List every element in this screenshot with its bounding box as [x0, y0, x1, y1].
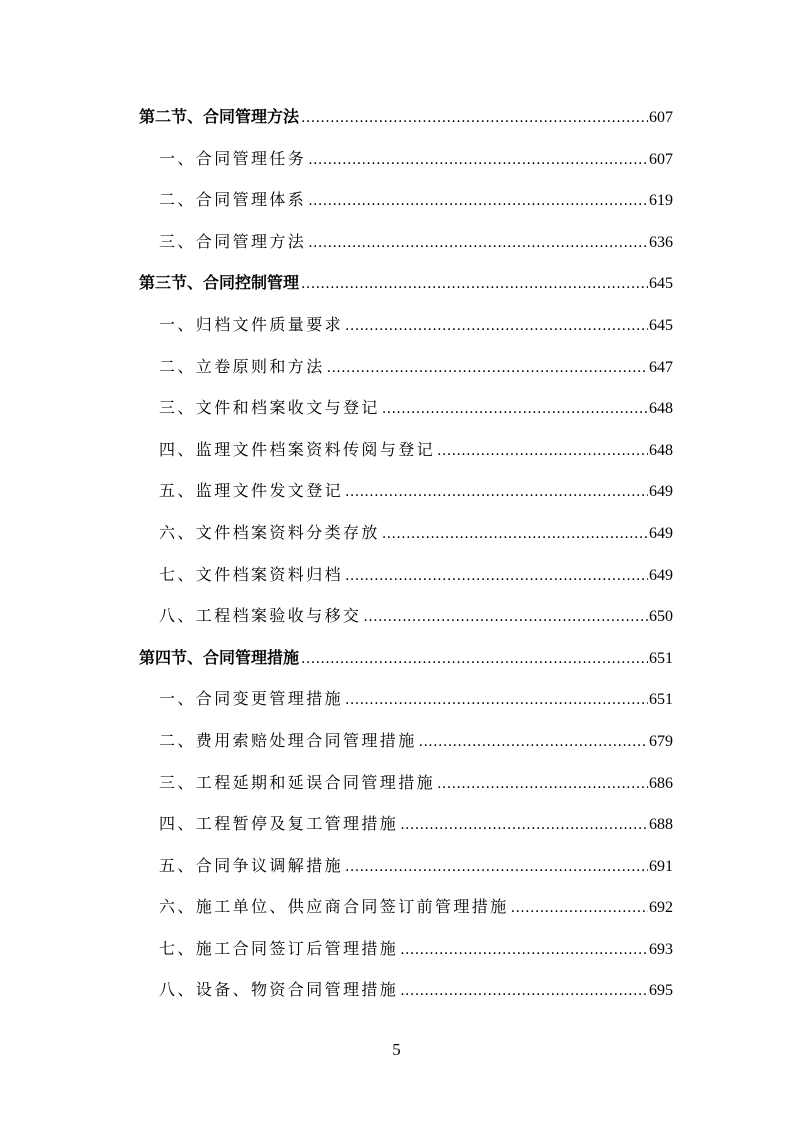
toc-entry-subsection[interactable]: [139, 886, 673, 928]
toc-entry-label: 第三节、合同控制管理: [139, 273, 300, 293]
toc-entry-subsection[interactable]: [139, 387, 673, 429]
toc-entry-page: 647: [649, 358, 673, 376]
toc-entry-label: 二、合同管理体系: [159, 190, 307, 210]
toc-entry-label: 五、监理文件发文登记: [159, 481, 344, 501]
page-number-footer: 5: [392, 1040, 401, 1059]
toc-entry-page: 693: [649, 940, 673, 958]
toc-entry-page: 679: [649, 732, 673, 750]
toc-entry-page: 648: [649, 441, 673, 459]
toc-dot-leader: [301, 639, 648, 681]
toc-entry-subsection[interactable]: [139, 969, 673, 1011]
toc-dot-leader: [382, 514, 648, 556]
toc-dot-leader: [345, 472, 648, 514]
toc-entry-subsection[interactable]: [139, 678, 673, 720]
toc-entry-label: 八、工程档案验收与移交: [159, 606, 362, 626]
table-of-contents: [139, 96, 673, 1011]
toc-entry-label: 四、监理文件档案资料传阅与登记: [159, 439, 436, 459]
toc-dot-leader: [327, 348, 648, 390]
toc-dot-leader: [400, 805, 648, 847]
toc-entry-subsection[interactable]: [139, 429, 673, 471]
toc-entry-page: 649: [649, 483, 673, 501]
toc-dot-leader: [345, 556, 648, 598]
toc-entry-section[interactable]: [139, 262, 673, 304]
toc-entry-label: 六、施工单位、供应商合同签订前管理措施: [159, 897, 509, 917]
toc-entry-subsection[interactable]: [139, 138, 673, 180]
toc-entry-subsection[interactable]: [139, 762, 673, 804]
toc-entry-subsection[interactable]: [139, 304, 673, 346]
toc-entry-label: 二、费用索赔处理合同管理措施: [159, 730, 417, 750]
toc-entry-page: 651: [649, 691, 673, 709]
toc-entry-label: 四、工程暂停及复工管理措施: [159, 814, 399, 834]
toc-dot-leader: [419, 722, 648, 764]
toc-dot-leader: [400, 930, 648, 972]
toc-entry-page: 645: [649, 316, 673, 334]
toc-dot-leader: [345, 680, 648, 722]
toc-entry-subsection[interactable]: [139, 803, 673, 845]
toc-entry-page: 645: [649, 275, 673, 293]
toc-entry-label: 一、合同管理任务: [159, 148, 307, 168]
toc-entry-page: 607: [649, 109, 673, 126]
toc-entry-page: 648: [649, 400, 673, 418]
toc-entry-page: 688: [649, 816, 673, 834]
toc-entry-subsection[interactable]: [139, 928, 673, 970]
toc-entry-label: 一、归档文件质量要求: [159, 314, 344, 334]
toc-entry-page: 692: [649, 899, 673, 917]
toc-entry-label: 七、文件档案资料归档: [159, 564, 344, 584]
toc-entry-subsection[interactable]: [139, 512, 673, 554]
toc-entry-page: 691: [649, 857, 673, 875]
toc-entry-label: 六、文件档案资料分类存放: [159, 522, 380, 542]
toc-entry-label: 三、文件和档案收文与登记: [159, 398, 380, 418]
toc-dot-leader: [301, 264, 648, 306]
toc-dot-leader: [308, 223, 648, 265]
toc-entry-label: 一、合同变更管理措施: [159, 689, 344, 709]
toc-entry-page: 636: [649, 233, 673, 251]
toc-entry-subsection[interactable]: [139, 346, 673, 388]
toc-dot-leader: [345, 306, 648, 348]
toc-entry-subsection[interactable]: [139, 554, 673, 596]
toc-dot-leader: [301, 98, 648, 140]
toc-entry-page: 619: [649, 192, 673, 210]
toc-entry-page: 607: [649, 150, 673, 168]
toc-dot-leader: [363, 597, 648, 639]
toc-entry-subsection[interactable]: [139, 595, 673, 637]
toc-entry-label: 二、立卷原则和方法: [159, 356, 325, 376]
toc-entry-subsection[interactable]: [139, 221, 673, 263]
toc-dot-leader: [308, 140, 648, 182]
toc-entry-label: 八、设备、物资合同管理措施: [159, 980, 399, 1000]
toc-entry-page: 650: [649, 608, 673, 626]
toc-entry-label: 三、工程延期和延误合同管理措施: [159, 772, 436, 792]
toc-entry-page: 649: [649, 566, 673, 584]
toc-entry-page: 649: [649, 524, 673, 542]
toc-entry-label: 第二节、合同管理方法: [139, 107, 300, 126]
toc-dot-leader: [345, 847, 648, 889]
toc-dot-leader: [400, 971, 648, 1013]
toc-entry-page: 686: [649, 774, 673, 792]
toc-dot-leader: [511, 888, 648, 930]
toc-entry-subsection[interactable]: [139, 845, 673, 887]
toc-entry-subsection[interactable]: [139, 470, 673, 512]
toc-entry-label: 三、合同管理方法: [159, 231, 307, 251]
toc-entry-page: 695: [649, 982, 673, 1000]
toc-entry-label: 七、施工合同签订后管理措施: [159, 938, 399, 958]
toc-entry-subsection[interactable]: [139, 720, 673, 762]
toc-dot-leader: [308, 181, 648, 223]
toc-entry-subsection[interactable]: [139, 179, 673, 221]
toc-dot-leader: [382, 389, 648, 431]
toc-entry-section[interactable]: [139, 637, 673, 679]
toc-entry-label: 第四节、合同管理措施: [139, 647, 300, 667]
toc-entry-label: 五、合同争议调解措施: [159, 855, 344, 875]
toc-dot-leader: [437, 764, 648, 806]
toc-entry-section[interactable]: [139, 96, 673, 138]
toc-dot-leader: [437, 431, 648, 473]
toc-entry-page: 651: [649, 649, 673, 667]
